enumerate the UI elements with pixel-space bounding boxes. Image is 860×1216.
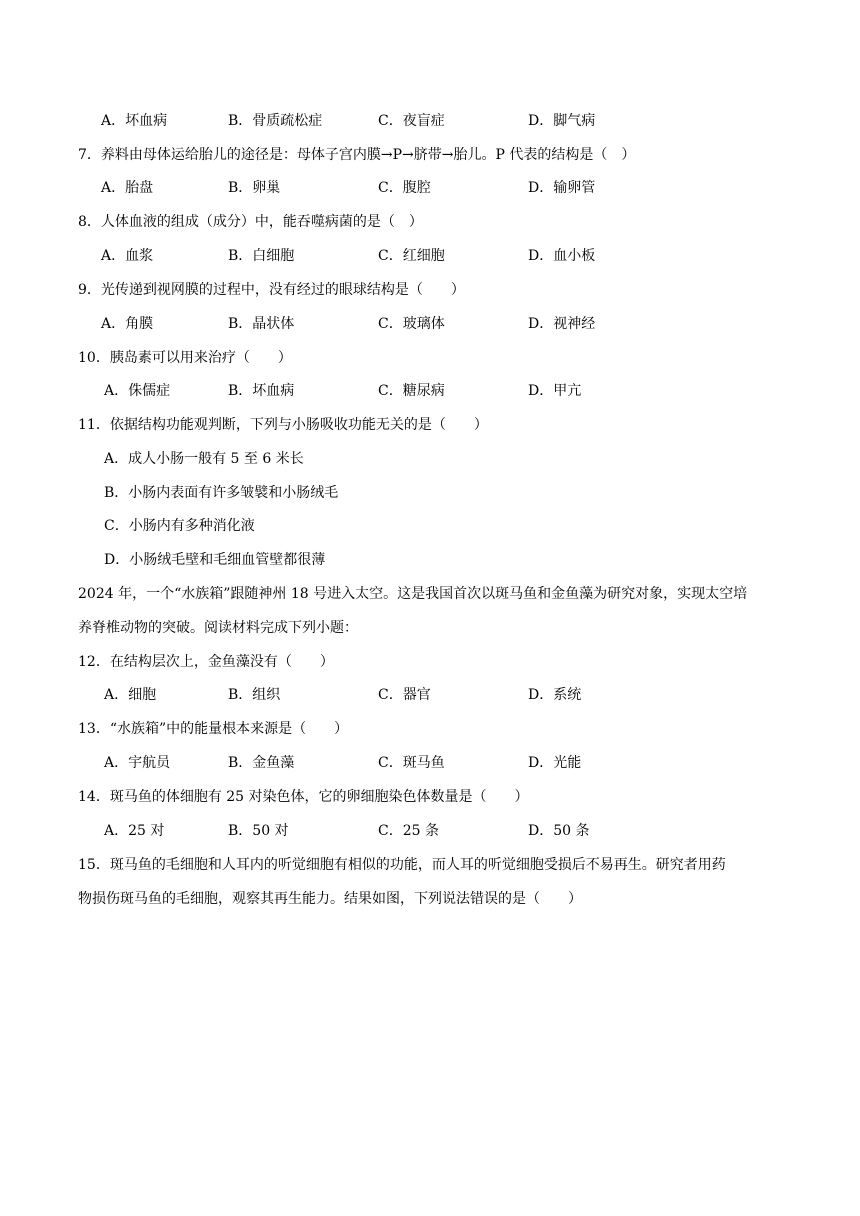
q8-stem: 8．人体血液的组成（成分）中，能吞噬病菌的是（ ） [78,214,423,230]
q14-option-a: A．25 对 [104,823,165,839]
q13-option-a: A．宇航员 [104,755,171,771]
q6-option-a: A．坏血病 [101,113,168,129]
q13-option-c: C．斑马鱼 [378,755,445,771]
q8-option-c: C．红细胞 [378,248,445,264]
q13-options [0,753,860,773]
q6-option-d: D．脚气病 [528,113,596,129]
q15-stem-line-1: 15．斑马鱼的毛细胞和人耳内的听觉细胞有相似的功能，而人耳的听觉细胞受损后不易再生。研究者用药 [78,857,726,873]
q8-option-b: B．白细胞 [228,248,295,264]
q8-option-a: A．血浆 [101,248,154,264]
q6-option-b: B．骨质疏松症 [228,113,323,129]
q14-option-d: D．50 条 [528,823,590,839]
q7-option-b: B．卵巢 [228,180,281,196]
q12-option-a: A．细胞 [104,687,157,703]
q7-option-c: C．腹腔 [378,180,431,196]
q12-option-d: D．系统 [528,687,582,703]
q9-options [0,314,860,334]
q10-option-b: B．坏血病 [228,383,295,399]
q13-stem: 13．“水族箱”中的能量根本来源是（ ） [78,721,349,737]
q8-option-d: D．血小板 [528,248,596,264]
q9-option-c: C．玻璃体 [378,316,445,332]
q9-option-d: D．视神经 [528,316,596,332]
q11-stem: 11．依据结构功能观判断，下列与小肠吸收功能无关的是（ ） [78,417,488,433]
q12-option-c: C．器官 [378,687,431,703]
q7-option-d: D．输卵管 [528,180,596,196]
q8-options [0,246,860,266]
q14-options [0,821,860,841]
q13-option-b: B．金鱼藻 [228,755,295,771]
q11-option-c: C．小肠内有多种消化液 [104,518,255,534]
q9-option-a: A．角膜 [101,316,154,332]
material-line-2: 养脊椎动物的突破。阅读材料完成下列小题： [78,620,358,636]
q6-options [0,111,860,131]
material-line-1: 2024 年，一个“水族箱”跟随神州 18 号进入太空。这是我国首次以斑马鱼和金鱼藻为研究对象，实现太空培 [78,586,748,602]
q14-option-b: B．50 对 [228,823,289,839]
q6-option-c: C．夜盲症 [378,113,445,129]
q7-options [0,178,860,198]
q13-option-d: D．光能 [528,755,582,771]
q10-stem: 10．胰岛素可以用来治疗（ ） [78,350,292,366]
q14-stem: 14．斑马鱼的体细胞有 25 对染色体，它的卵细胞染色体数量是（ ） [78,789,529,805]
q10-option-d: D．甲亢 [528,383,582,399]
q10-option-a: A．侏儒症 [104,383,171,399]
q9-option-b: B．晶状体 [228,316,295,332]
q7-option-a: A．胎盘 [101,180,154,196]
q11-option-a: A．成人小肠一般有 5 至 6 米长 [104,451,304,467]
q10-options [0,381,860,401]
q12-option-b: B．组织 [228,687,281,703]
q9-stem: 9．光传递到视网膜的过程中，没有经过的眼球结构是（ ） [78,282,465,298]
q14-option-c: C．25 条 [378,823,439,839]
q12-options [0,685,860,705]
q10-option-c: C．糖尿病 [378,383,445,399]
q11-option-b: B．小肠内表面有许多皱襞和小肠绒毛 [104,485,339,501]
q7-stem: 7．养料由母体运给胎儿的途径是：母体子宫内膜→P→脐带→胎儿。P 代表的结构是（ ） [78,147,636,163]
q11-option-d: D．小肠绒毛壁和毛细血管壁都很薄 [104,552,326,568]
q15-stem-line-2: 物损伤斑马鱼的毛细胞，观察其再生能力。结果如图，下列说法错误的是（ ） [78,891,582,907]
q12-stem: 12．在结构层次上，金鱼藻没有（ ） [78,654,334,670]
